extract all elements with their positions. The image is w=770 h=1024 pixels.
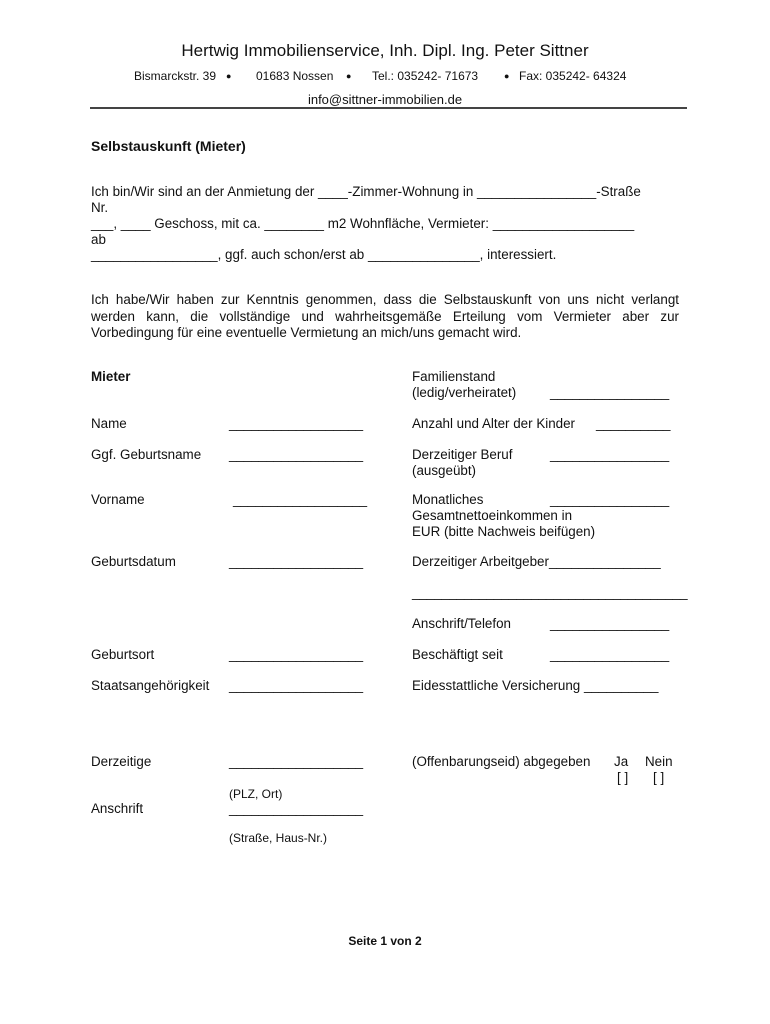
checkbox-yes[interactable]: [ ] — [617, 770, 629, 785]
form-title: Selbstauskunft (Mieter) — [91, 138, 246, 154]
children-field[interactable]: __________ — [596, 416, 671, 431]
birth-date-field[interactable]: __________________ — [229, 554, 364, 569]
label-income-net: Gesamtnettoeinkommen in — [412, 508, 573, 523]
page-number: Seite 1 von 2 — [348, 934, 422, 948]
label-first-name: Vorname — [91, 492, 145, 507]
label-name: Name — [91, 416, 127, 431]
label-birth-name: Ggf. Geburtsname — [91, 447, 202, 462]
birth-name-field[interactable]: __________________ — [229, 447, 364, 462]
label-marital-status-hint: (ledig/verheiratet) — [412, 385, 517, 400]
intro-line: ab — [91, 232, 106, 247]
intro-line: Ich bin/Wir sind an der Anmietung der ____-Zimmer-Wohnung in ________________-Straße — [91, 184, 641, 199]
contact-street: Bismarckstr. 39 — [134, 69, 217, 83]
contact-phone: Tel.: 035242- 71673 — [372, 69, 479, 83]
label-no: Nein — [645, 754, 673, 769]
employer-line-field[interactable]: _____________________________________ — [412, 585, 688, 600]
contact-fax: Fax: 035242- 64324 — [519, 69, 627, 83]
intro-line: ___, ____ Geschoss, mit ca. ________ m2 Wohnfläche, Vermieter: ___________________ — [91, 216, 635, 231]
occupation-field[interactable]: ________________ — [550, 447, 670, 462]
section-tenant: Mieter — [91, 369, 131, 384]
bullet-icon: ● — [226, 71, 232, 81]
header-divider — [90, 107, 687, 109]
nationality-field[interactable]: __________________ — [229, 678, 364, 693]
label-birth-place: Geburtsort — [91, 647, 155, 662]
name-field[interactable]: __________________ — [229, 416, 364, 431]
contact-email: info@sittner-immobilien.de — [307, 92, 463, 107]
label-marital-status: Familienstand — [412, 369, 496, 384]
consent-paragraph: Ich habe/Wir haben zur Kenntnis genommen, dass die Selbstauskunft von uns nicht verlangt werden kann, die vollständige und wahrheitsgemäße Erteilung vom Vermieter aber zur Vorbedingung für eine eventuelle Vermietung an mich/uns gemacht wird. — [91, 292, 679, 341]
contact-city: 01683 Nossen — [256, 69, 334, 83]
label-current: Derzeitige — [91, 754, 152, 769]
label-income: Monatliches — [412, 492, 484, 507]
intro-line: Nr. — [91, 200, 109, 215]
label-occupation-hint: (ausgeübt) — [412, 463, 477, 478]
label-income-proof: EUR (bitte Nachweis beifügen) — [412, 524, 596, 539]
intro-line: _________________, ggf. auch schon/erst ab _______________, interessiert. — [91, 247, 557, 262]
birth-place-field[interactable]: __________________ — [229, 647, 364, 662]
plz-city-field[interactable]: __________________ — [229, 754, 364, 769]
company-name: Hertwig Immobilienservice, Inh. Dipl. Ing. Peter Sittner — [181, 41, 589, 60]
label-children: Anzahl und Alter der Kinder — [412, 416, 576, 431]
label-occupation: Derzeitiger Beruf — [412, 447, 513, 462]
employer-field[interactable]: Derzeitiger Arbeitgeber_______________ — [412, 554, 661, 569]
income-field[interactable]: ________________ — [550, 492, 670, 507]
hint-street: (Straße, Haus-Nr.) — [229, 831, 328, 845]
label-nationality: Staatsangehörigkeit — [91, 678, 210, 693]
label-yes: Ja — [614, 754, 629, 769]
street-field[interactable]: __________________ — [229, 801, 364, 816]
employed-since-field[interactable]: ________________ — [550, 647, 670, 662]
label-employed-since: Beschäftigt seit — [412, 647, 503, 662]
first-name-field[interactable]: __________________ — [233, 492, 368, 507]
hint-plz-city: (PLZ, Ort) — [229, 787, 283, 801]
label-disclosure-oath: (Offenbarungseid) abgegeben — [412, 754, 591, 769]
label-birth-date: Geburtsdatum — [91, 554, 176, 569]
label-address-phone: Anschrift/Telefon — [412, 616, 511, 631]
label-address: Anschrift — [91, 801, 144, 816]
address-phone-field[interactable]: ________________ — [550, 616, 670, 631]
marital-status-field[interactable]: ________________ — [550, 385, 670, 400]
affidavit-field[interactable]: Eidesstattliche Versicherung __________ — [412, 678, 659, 693]
checkbox-no[interactable]: [ ] — [653, 770, 665, 785]
bullet-icon: ● — [346, 71, 352, 81]
bullet-icon: ● — [504, 71, 510, 81]
